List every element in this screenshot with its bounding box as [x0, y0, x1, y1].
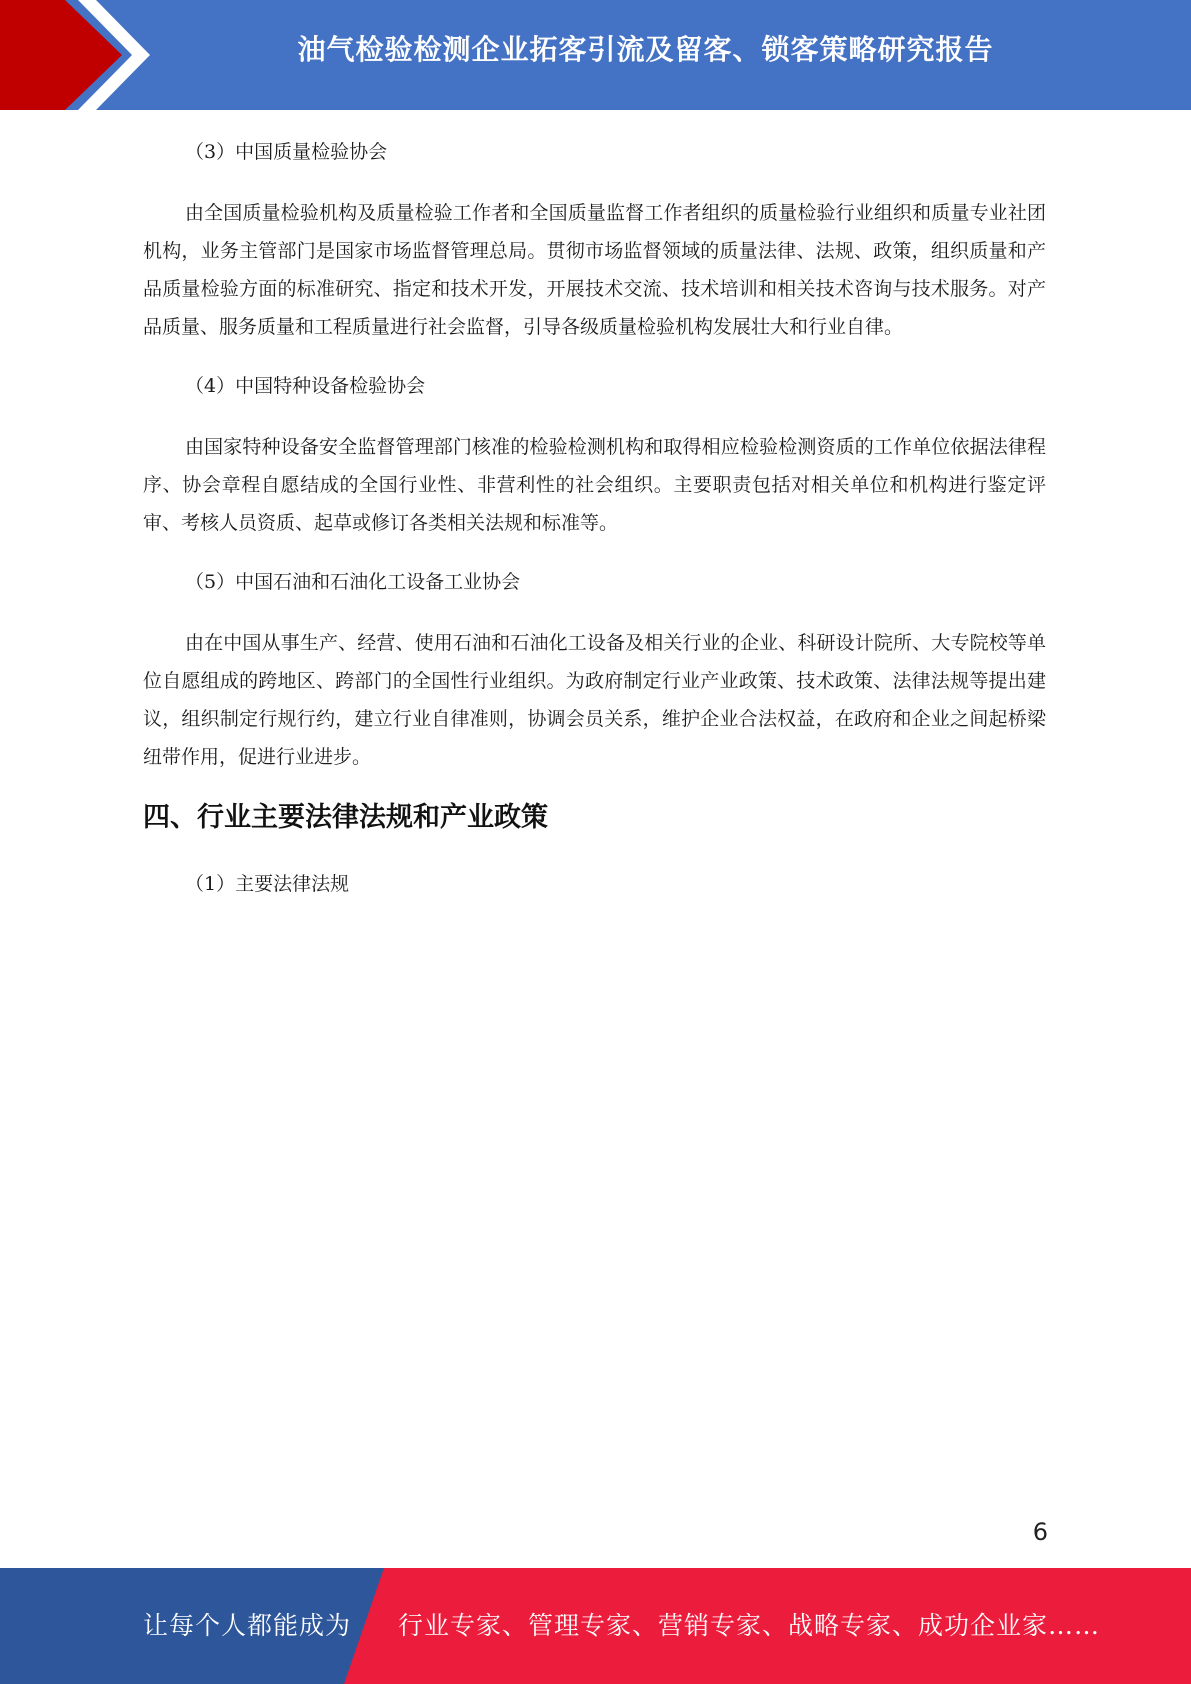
subheading-china-quality-inspection-association: （3）中国质量检验协会 [185, 141, 388, 163]
footer-slogan-right: 行业专家、管理专家、营销专家、战略专家、成功企业家…… [398, 1611, 1101, 1640]
section-heading-laws-and-policies: 四、行业主要法律法规和产业政策 [143, 802, 548, 833]
subheading-main-laws: （1）主要法律法规 [185, 873, 350, 895]
page-header [0, 0, 1191, 110]
subheading-petroleum-equipment-industry-association: （5）中国石油和石油化工设备工业协会 [185, 571, 521, 593]
paragraph-special-equipment-inspection-association: 由国家特种设备安全监督管理部门核准的检验检测机构和取得相应检验检测资质的工作单位依据法律程序、协会章程自愿结成的全国行业性、非营利性的社会组织。主要职责包括对相关单位和机构进行鉴定评审、考核人员资质、起草或修订各类相关法规和标准等。 [143, 436, 1046, 534]
footer-slogan-left: 让每个人都能成为 [143, 1611, 352, 1640]
paragraph-petroleum-equipment-industry-association: 由在中国从事生产、经营、使用石油和石油化工设备及相关行业的企业、科研设计院所、大专院校等单位自愿组成的跨地区、跨部门的全国性行业组织。为政府制定行业产业政策、技术政策、法律法规等提出建议，组织制定行规行约，建立行业自律准则，协调会员关系，维护企业合法权益，在政府和企业之间起桥梁纽带作用，促进行业进步。 [143, 632, 1046, 768]
document-body [143, 134, 1046, 926]
report-title: 油气检验检测企业拓客引流及留客、锁客策略研究报告 [297, 33, 994, 66]
paragraph-china-quality-inspection-association: 由全国质量检验机构及质量检验工作者和全国质量监督工作者组织的质量检验行业组织和质量专业社团机构，业务主管部门是国家市场监督管理总局。贯彻市场监督领域的质量法律、法规、政策，组织质量和产品质量检验方面的标准研究、指定和技术开发，开展技术交流、技术培训和相关技术咨询与技术服务。对产品质量、服务质量和工程质量进行社会监督，引导各级质量检验机构发展壮大和行业自律。 [143, 202, 1046, 338]
page-footer [0, 1568, 1191, 1684]
subheading-special-equipment-inspection-association: （4）中国特种设备检验协会 [185, 375, 426, 397]
header-arrow-decoration [0, 0, 160, 110]
page-number: 6 [1032, 1518, 1048, 1546]
